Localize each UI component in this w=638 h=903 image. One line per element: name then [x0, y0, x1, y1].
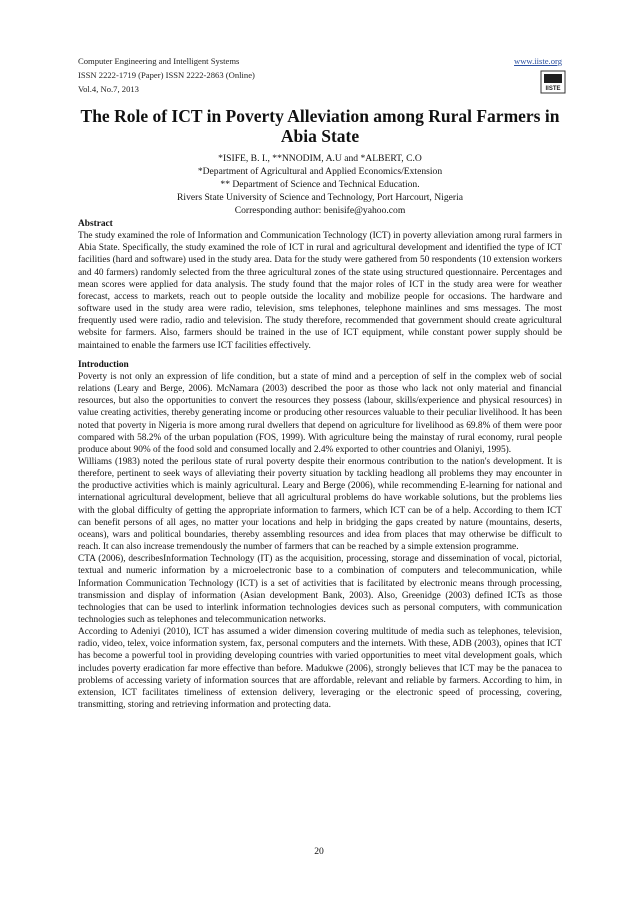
section-gap — [78, 352, 562, 359]
paper-title: The Role of ICT in Poverty Alleviation among Rural Farmers in Abia State — [80, 106, 560, 146]
intro-paragraph-4: According to Adeniyi (2010), ICT has assumed a wider dimension covering multitude of media such as telephones, television, radio, video, telex, voice information system, fax, personal computers and the internets. With these, ADB (2003), opines that ICT has become a powerful tool in providing developing countries with varied opportunities to meet vital development goals, which includes poverty eradication far more effective than before. Madukwe (2006), strongly believes that ICT may be the panacea to problems of accessing variety of information sources that are affordable, relevant and reliable by farmers. According to him, in extension, ICT facilitates timeliness of extension delivery, leveraging or the electronic speed of processing, covering, transmitting, storing and retrieving information and protecting data. — [78, 627, 562, 711]
corresponding-author: Corresponding author: benisife@yahoo.com — [234, 205, 406, 216]
intro-paragraph-2: Williams (1983) noted the perilous state of rural poverty despite their enormous contribution to the nation's development. It is therefore, pertinent to seek ways of alleviating their poverty situation by tackling headlong all problems they may encounter in the productive activities which is mainly agricultural. Leary and Berge (2006), while recommending E-learning for national and international agricultural development, believe that all agricultural problems do have workable solutions, but the problems lies with the global difficulty of getting the appropriate information to farmers, which ICT can be of a help. According to them ICT can benefit persons of all ages, no matter your locations and help in bridging the gaps created by nature (mountains, deserts, oceans), wars and political boundaries, thereby assembling resources and idea from places that may otherwise be difficult to reach. It can also increase tremendously the number of farmers that can be reached by a simple extension programme. — [78, 456, 562, 553]
iiste-logo — [540, 70, 566, 94]
journal-issn: ISSN 2222-1719 (Paper) ISSN 2222-2863 (Online) — [78, 70, 255, 80]
paper-body — [78, 218, 562, 711]
logo-text: IISTE — [545, 86, 561, 92]
intro-paragraph-3: CTA (2006), describesInformation Technology (IT) as the acquisition, processing, storage and dissemination of vocal, pictorial, textual and numeric information by a microelectronic base to a combination of computers and telecommunication, while Information Communication Technology (ICT) is a set of activities that is facilitated by electronic means through processing, transmission and display of information (Asian development Bank, 2003). Also, Greenidge (2003) defined ICTs as those technologies that can be used to interlink information technologies devices such as personal computers, with communication technologies such as telephones and telecommunication networks. — [78, 554, 562, 625]
affiliation-3: Rivers State University of Science and Technology, Port Harcourt, Nigeria — [177, 192, 463, 203]
paper-authors: *ISIFE, B. I., **NNODIM, A.U and *ALBERT, C.O — [218, 153, 422, 164]
journal-name: Computer Engineering and Intelligent Systems — [78, 56, 240, 66]
abstract-heading: Abstract — [78, 219, 113, 229]
journal-volume: Vol.4, No.7, 2013 — [78, 84, 139, 94]
intro-paragraph-1: Poverty is not only an expression of life condition, but a state of mind and a perception of self in the complex web of social relations (Leary and Berge, 2006). McNamara (2003) described the poor as those who lack not only material and financial resources, but also the opportunities to convert the resources they possess (labour, skills/experience and physical resources) in value creating activities, thereby generating income or producing other resources valuable to their peculiar livelihood. It has been noted that poverty in Nigeria is more among rural dwellers that depend on agriculture for livelihood as 69.8% of them were poor compared with 58.2% of the urban population (FOS, 1999). With agriculture being the mainstay of rural economy, rural people produce about 90% of the food sold and consumed locally and 2.4% exported to other countries and Olaniyi, 1995). — [78, 371, 562, 455]
introduction-heading: Introduction — [78, 359, 129, 370]
affiliation-1: *Department of Agricultural and Applied Economics/Extension — [197, 166, 443, 177]
journal-url-link[interactable]: www.iiste.org — [514, 56, 562, 66]
abstract-text: The study examined the role of Information and Communication Technology (ICT) in poverty alleviation among rural farmers in Abia State. Specifically, the study examined the role of ICT in rural and agricultural development and identified the type of ICT facilities (hard and software) used in the study area. Data for the study were gathered from 50 respondents (10 extension workers and 40 farmers) randomly selected from the three agricultural zones of the state using structured questionnaire. Percentages and mean scores were applied for data analysis. The study found that the major roles of ICT in the study area were for weather forecast, access to markets, reach out to people outside the locality and mobilize people for occasions. The hardware and software used in the study area were radio, television, sms telephones, telephone mainlines and sms messages. The most frequently used were radio, radio and television. The study therefore, recommended that government should create agricultural website for farmers. Also, farmers should be trained in the use of ICT equipment, while constant power supply should be maintained to enable the farmers use ICT facilities effectively. — [78, 231, 562, 351]
affiliation-2: ** Department of Science and Technical Education. — [220, 179, 420, 190]
page-number: 20 — [314, 846, 324, 857]
